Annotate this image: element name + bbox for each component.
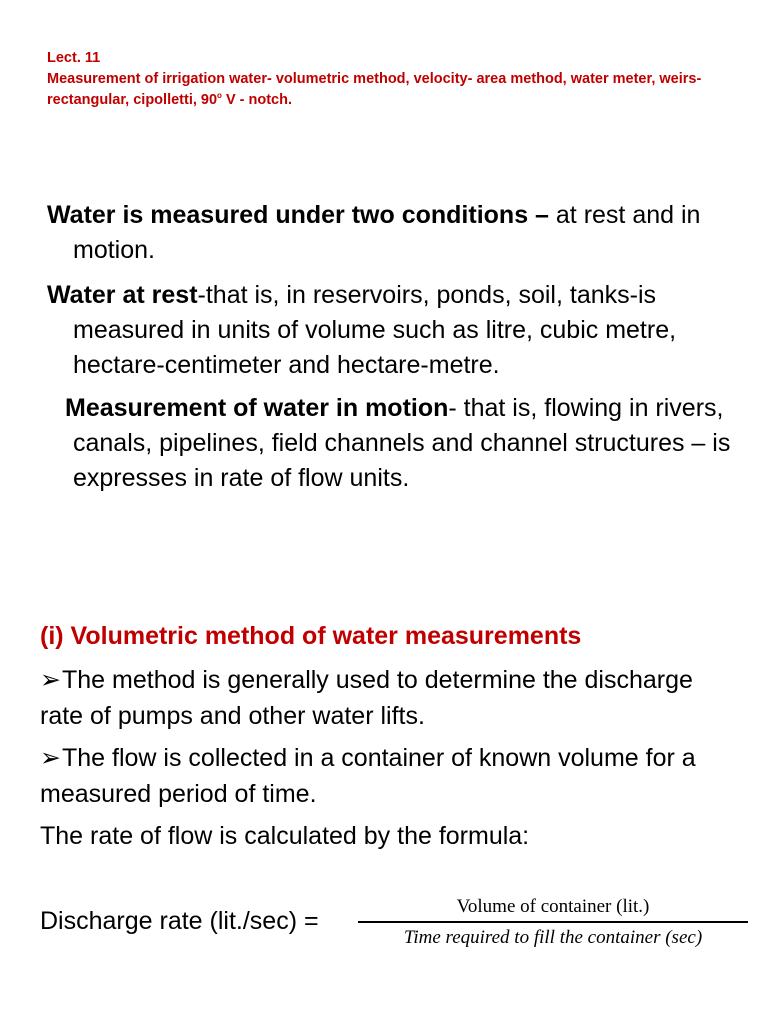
formula-lhs: Discharge rate (lit./sec) = [40, 907, 319, 935]
rest-text: -that is, in reservoirs, ponds, soil, tanks-is measured in units of volume such as litre, cubic metre, hectare-centimeter and hectare-metre. [73, 281, 677, 379]
degree-symbol: o [217, 91, 222, 101]
lecture-subtitle [47, 69, 737, 111]
motion-text: - that is, flowing in rivers, canals, pipelines, field channels and channel structures – is expresses in rate of flow units. [73, 394, 731, 492]
lecture-header [47, 48, 737, 111]
section-heading: (i) Volumetric method of water measurements [40, 622, 582, 650]
intro-paragraph-conditions [47, 198, 737, 268]
volumetric-section [40, 618, 740, 860]
arrow-bullet-icon: ➢ [40, 744, 61, 772]
intro-section [47, 198, 737, 496]
conditions-text: at rest and in motion. [73, 201, 701, 264]
formula-fraction [358, 895, 748, 950]
bullet-text: The method is generally used to determine the discharge rate of pumps and other water lifts. [40, 666, 693, 730]
discharge-formula [40, 895, 750, 955]
arrow-bullet-icon: ➢ [40, 666, 61, 694]
fraction-bar [358, 921, 748, 923]
motion-bold: Measurement of water in motion [65, 394, 449, 422]
subtitle-text-end: V - notch. [221, 92, 293, 108]
intro-paragraph-rest [47, 278, 737, 383]
formula-intro: The rate of flow is calculated by the formula: [40, 822, 530, 850]
intro-paragraph-motion [47, 391, 737, 496]
rest-bold: Water at rest [47, 281, 198, 309]
subtitle-text: Measurement of irrigation water- volumetric method, velocity- area method, water meter, weirs- rectangular, cipolletti, 90 [47, 71, 702, 108]
bullet-item [40, 662, 740, 734]
conditions-bold: Water is measured under two conditions – [47, 201, 549, 229]
formula-denominator: Time required to fill the container (sec) [403, 926, 703, 948]
lecture-number: Lect. 11 [47, 50, 101, 66]
bullet-item [40, 740, 740, 812]
bullet-text: The flow is collected in a container of known volume for a measured period of time. [40, 744, 696, 808]
formula-numerator: Volume of container (lit.) [456, 896, 650, 917]
